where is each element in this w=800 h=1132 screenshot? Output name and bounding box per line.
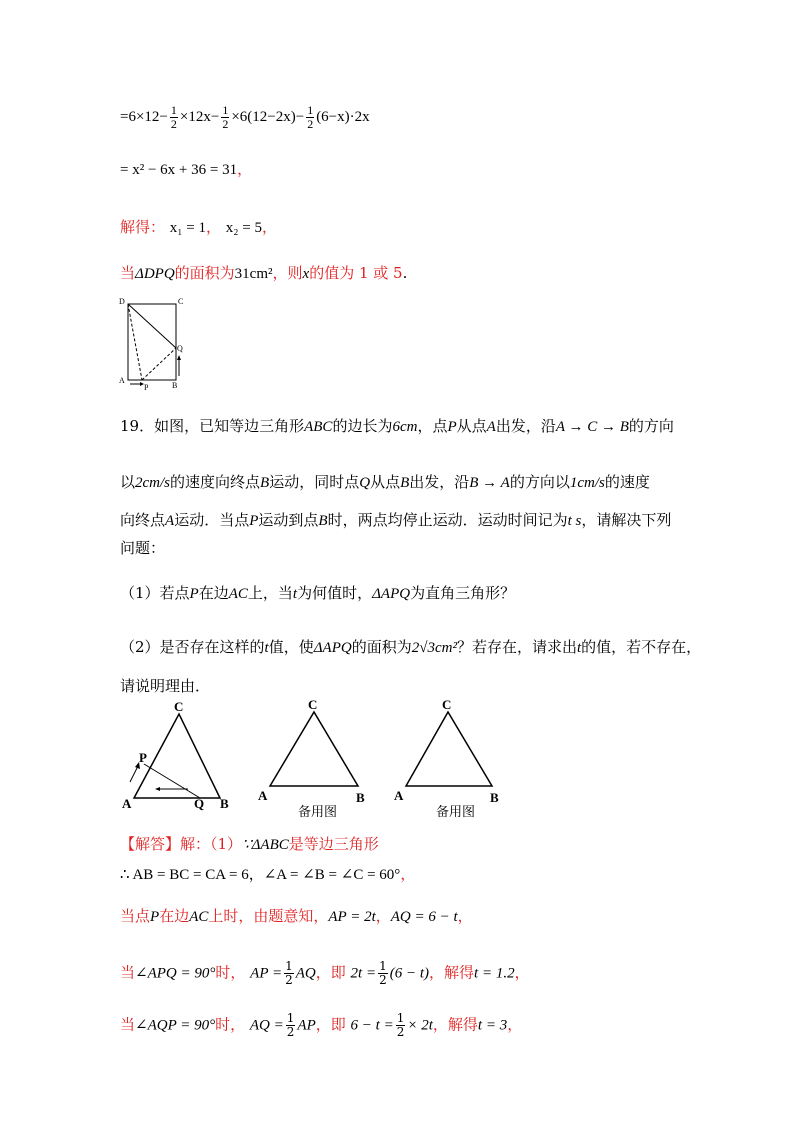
area-value: 31cm²	[234, 266, 273, 282]
label-a: A	[394, 788, 404, 803]
segment-pq	[144, 764, 200, 798]
solution-line-4	[120, 960, 530, 987]
text: ，点	[417, 417, 448, 435]
var: AQ =	[249, 1017, 284, 1034]
var: A	[165, 513, 175, 529]
var: ABC	[304, 419, 333, 435]
var: A → C → B	[555, 419, 629, 435]
triangle-name: ΔDPQ	[135, 266, 175, 282]
var: ΔAPQ	[313, 640, 352, 656]
root-2: x₂ = 5	[225, 220, 262, 236]
var: ΔAPQ	[372, 586, 411, 602]
answer-label: 【解答】	[120, 835, 181, 853]
fraction: $\frac{1}{2}$	[379, 959, 387, 987]
label-p: P	[139, 750, 147, 765]
var: x	[302, 266, 310, 282]
text: 时，两点均停止运动．运动时间记为	[327, 511, 568, 529]
question-19-part-2	[120, 637, 701, 658]
fraction: $\frac{1}{2}$	[396, 1011, 405, 1039]
solution-line-3	[120, 906, 473, 927]
var: A	[486, 419, 496, 435]
punct: ，	[400, 867, 416, 883]
eq-part: = x² − 6x + 36 = 31	[120, 162, 238, 178]
var: 2t =	[350, 965, 377, 982]
punct: ，	[375, 907, 391, 925]
text: ，即	[315, 963, 346, 982]
text: 的边长为	[332, 417, 393, 435]
text: ，请解决下列	[581, 511, 672, 529]
text: （2）是否存在这样的	[120, 638, 265, 656]
var: 6cm	[392, 419, 418, 435]
var: B	[260, 475, 270, 491]
var: AC	[189, 909, 209, 925]
text: 时，	[215, 963, 246, 982]
text: 运动，同时点	[269, 473, 360, 491]
label-b: B	[356, 790, 365, 805]
var: t = 1.2	[474, 965, 515, 982]
text: 在边	[198, 584, 229, 602]
caption: 备用图	[436, 804, 476, 819]
label-p: P	[144, 383, 149, 390]
var: P	[249, 513, 259, 529]
text: 在边	[159, 907, 190, 925]
arrow-q-head	[155, 787, 160, 791]
text: （1）若点	[120, 584, 190, 602]
var: AP	[297, 1017, 316, 1034]
var: AP =	[250, 965, 283, 982]
var: ∵ΔABC	[242, 837, 289, 853]
punct: .	[402, 264, 408, 282]
question-19-line-3	[120, 510, 671, 531]
segment-pq	[142, 348, 176, 380]
question-19-part-2-cont	[120, 676, 210, 696]
text: 当	[120, 264, 136, 282]
punct: ，	[514, 963, 530, 982]
var: t s	[567, 513, 582, 529]
var: t	[264, 640, 269, 656]
label-a: A	[122, 796, 132, 811]
arrow-p	[130, 766, 138, 782]
eq-part: ×6(12−2x)−	[231, 108, 305, 125]
conclusion-line	[120, 263, 407, 284]
label-a: A	[119, 376, 125, 385]
label-d: D	[119, 297, 125, 306]
var: ∠AQP = 90°	[135, 1017, 216, 1034]
text: 为何值时，	[297, 584, 373, 602]
text: 出发，沿	[409, 473, 470, 491]
text: 的面积为	[174, 264, 235, 282]
text: 上，当	[247, 584, 293, 602]
question-19-line-2	[120, 472, 650, 493]
text: 问题：	[120, 539, 166, 557]
triangle-spare-1	[258, 697, 365, 819]
var: 2√3cm²	[411, 640, 457, 656]
label-a: A	[258, 788, 268, 803]
text: ，解得	[429, 963, 475, 982]
equation-line-2	[120, 160, 252, 180]
var: ∠APQ = 90°	[135, 965, 216, 982]
segment-dq	[128, 304, 176, 348]
caption: 备用图	[298, 804, 338, 819]
text: 的面积为	[351, 638, 412, 656]
punct: ，	[237, 162, 253, 178]
text: 当	[120, 1015, 136, 1034]
var: B → A	[469, 475, 510, 491]
punct: ，	[457, 907, 473, 925]
arrow-q-head	[177, 355, 181, 360]
punct: ，	[262, 218, 278, 236]
label-c: C	[308, 697, 318, 712]
var: AC	[228, 586, 248, 602]
punct: ，	[206, 218, 222, 236]
text: 值，使	[268, 638, 314, 656]
var: t	[576, 640, 582, 656]
eq-part: =6×12−	[120, 108, 168, 125]
equation-line-1	[120, 104, 370, 131]
text: 出发，沿	[495, 417, 556, 435]
text: 请说明理由．	[120, 677, 211, 695]
text: 的方向以	[509, 473, 570, 491]
text: 向终点	[120, 511, 166, 529]
label-b: B	[172, 381, 178, 390]
question-19-line-1	[120, 416, 674, 437]
var: t	[292, 586, 298, 602]
text: 的值，若不存在，	[581, 638, 702, 656]
text: 从点	[456, 417, 487, 435]
eq-part: (6−x)·2x	[316, 108, 370, 125]
label-c: C	[174, 699, 184, 714]
text: 时，	[215, 1015, 246, 1034]
label: 解得：	[120, 218, 166, 236]
solution-heading	[120, 834, 379, 855]
text: 运动．当点	[174, 511, 250, 529]
var: P	[447, 419, 457, 435]
text: 的速度	[604, 473, 650, 491]
question-19-part-1	[120, 583, 515, 604]
var: Q	[359, 475, 371, 491]
label-b: B	[490, 790, 499, 805]
text: 的值为 1 或 5	[309, 264, 403, 282]
label-c: C	[178, 297, 184, 306]
question-19-line-4	[120, 538, 165, 558]
label-c: C	[442, 697, 452, 712]
var: B	[400, 475, 410, 491]
label-b: B	[220, 796, 229, 811]
text: ，即	[315, 1015, 346, 1034]
text: ？若存在，请求出	[456, 638, 577, 656]
triangle-abc	[270, 712, 358, 786]
text: 当	[120, 963, 136, 982]
text: 上时，由题意知，	[208, 907, 329, 925]
root-1: x₁ = 1	[169, 220, 206, 236]
text: 当点	[120, 907, 151, 925]
var: 1cm/s	[569, 475, 605, 491]
text: 为直角三角形？	[410, 584, 516, 602]
fraction: $\frac{1}{2}$	[285, 959, 293, 987]
var: (6 − t)	[389, 965, 430, 982]
var: B	[318, 513, 328, 529]
triangle-spare-2	[394, 697, 499, 819]
fraction: $\frac{1}{2}$	[307, 103, 314, 131]
var: AQ = 6 − t	[390, 909, 458, 925]
var: AQ	[295, 965, 316, 982]
text: 运动到点	[258, 511, 319, 529]
text: 是等边三角形	[288, 835, 379, 853]
text: ，解得	[432, 1015, 478, 1034]
label-q: Q	[194, 796, 205, 811]
triangle-figures	[116, 696, 516, 826]
text: 从点	[370, 473, 401, 491]
var: 6 − t =	[350, 1017, 394, 1034]
text: 的速度向终点	[170, 473, 261, 491]
fraction: $\frac{1}{2}$	[170, 103, 177, 131]
text: ，则	[272, 264, 303, 282]
solution-line	[120, 217, 277, 238]
var: P	[189, 586, 199, 602]
text: 解：（1）	[180, 835, 243, 853]
var: AP = 2t	[328, 909, 376, 925]
text: 19．如图，已知等边三角形	[120, 417, 305, 435]
triangle-abc	[406, 712, 492, 786]
text: 以	[120, 473, 136, 491]
eq-part: ×12x−	[179, 108, 220, 125]
var: × 2t	[407, 1017, 433, 1034]
triangle-main	[122, 699, 229, 811]
solution-line-5	[120, 1012, 522, 1039]
label-q: Q	[177, 344, 183, 353]
var: t = 3	[477, 1017, 508, 1034]
text: 的方向	[628, 417, 674, 435]
solution-line-2	[120, 865, 415, 885]
eq-part: ∴ AB = BC = CA = 6，∠A = ∠B = ∠C = 60°	[120, 867, 401, 883]
fraction: $\frac{1}{2}$	[286, 1011, 295, 1039]
fraction: $\frac{1}{2}$	[222, 103, 229, 131]
rectangle-figure	[116, 294, 188, 390]
var: P	[150, 909, 160, 925]
punct: ，	[507, 1015, 523, 1034]
var: 2cm/s	[135, 475, 171, 491]
